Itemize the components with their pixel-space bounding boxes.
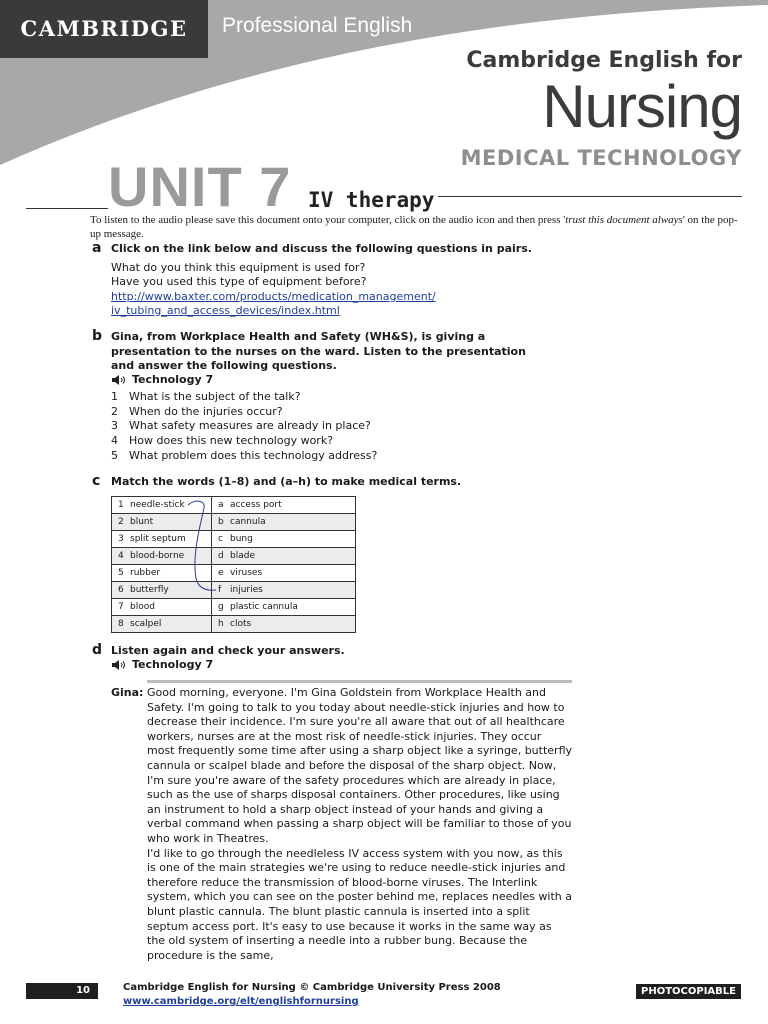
matching-table: [111, 496, 356, 633]
equipment-link-line1[interactable]: http://www.baxter.com/products/medication_management/: [111, 290, 436, 303]
question-item: 5 What problem does this technology address?: [111, 449, 378, 462]
transcript-paragraph: Good morning, everyone. I'm Gina Goldstein from Workplace Health and Safety. I'm going to talk to you today about needle-stick injuries and how to decrease their incidence. I'm sure you're all aware that out of all healthcare workers, nurses are at the most risk of needle-stick injuries. They occur most frequently some time after using a sharp object like a syringe, butterfly cannula or scalpel blade and before the disposal of the sharp object. Now, I'm sure you're aware of the safety procedures which are already in place, such as the use of sharps disposal containers. Other procedures, like using an instrument to hold a sharp object instead of your hands and giving a verbal command when passing a sharp object will be familiar to those of you who work in Theatres.: [147, 686, 573, 845]
publisher-logo: CAMBRIDGE: [0, 0, 208, 58]
equipment-link-line2[interactable]: iv_tubing_and_access_devices/index.html: [111, 304, 340, 317]
transcript-speaker: Gina:: [111, 686, 144, 699]
speaker-icon[interactable]: [111, 374, 129, 386]
section-a-instruction: Click on the link below and discuss the following questions in pairs.: [111, 242, 532, 255]
section-b-instruction: Gina, from Workplace Health and Safety (WH&S), is giving a presentation to the nurses on the ward. Listen to the presentation and answer the following questions.: [111, 330, 526, 372]
audio-link-d[interactable]: [111, 658, 213, 671]
table-row: 4 blood-borne d blade: [112, 548, 356, 565]
section-a-letter: a: [92, 240, 102, 256]
audio-track-label: Technology 7: [132, 658, 214, 671]
section-c-instruction: Match the words (1–8) and (a–h) to make medical terms.: [111, 475, 462, 488]
section-b-letter: b: [92, 328, 103, 344]
section-c-letter: c: [92, 473, 101, 489]
table-row: 1 needle-stick a access port: [112, 497, 356, 514]
unit-number: UNIT 7: [108, 155, 292, 218]
question-item: 2 When do the injuries occur?: [111, 405, 283, 418]
question-item: 4 How does this new technology work?: [111, 434, 334, 447]
transcript-rule: [147, 680, 572, 683]
level-label: MEDICAL TECHNOLOGY: [460, 146, 742, 170]
question-item: 3 What safety measures are already in place?: [111, 419, 371, 432]
page-number: 10: [26, 983, 98, 999]
audio-link-b[interactable]: [111, 373, 213, 386]
photocopiable-badge: PHOTOCOPIABLE: [636, 984, 741, 999]
audio-instructions: To listen to the audio please save this document onto your computer, click on the audio icon and then press 'trust this document always' on the pop-up message.: [90, 214, 738, 240]
unit-rule-right: [438, 196, 742, 197]
speaker-icon[interactable]: [111, 659, 129, 671]
transcript-paragraph: I'd like to go through the needleless IV access system with you now, as this is one of the main strategies we're using to reduce needle-stick injuries and therefore reduce the transmission of blood-borne viruses. The Interlink system, which you can see on the poster behind me, replaces needles with a blunt plastic cannula. The blunt plastic cannula is inserted into a split septum access port. It's easy to use because it works in the same way as the old system of inserting a needle into a rubber bung. Because the procedure is the same,: [147, 846, 573, 962]
copyright-notice: Cambridge English for Nursing © Cambridge University Press 2008 www.cambridge.org/elt/englishfornursing: [123, 982, 501, 1007]
example-match-line: [180, 496, 220, 596]
section-a-question-1: What do you think this equipment is used for?: [111, 261, 366, 274]
table-row: 7 blood g plastic cannula: [112, 599, 356, 616]
series-name: Professional English: [222, 14, 413, 37]
section-d-letter: d: [92, 642, 103, 658]
unit-rule-left: [26, 208, 108, 209]
table-row: 8 scalpel h clots: [112, 616, 356, 633]
table-row: 6 butterfly f injuries: [112, 582, 356, 599]
book-title-line1: Cambridge English for: [466, 48, 742, 73]
table-row: 2 blunt b cannula: [112, 514, 356, 531]
unit-title: IV therapy: [308, 188, 435, 212]
section-d-instruction: Listen again and check your answers.: [111, 644, 345, 657]
question-item: 1 What is the subject of the talk?: [111, 390, 301, 403]
audio-track-label: Technology 7: [132, 373, 214, 386]
transcript-text: [147, 686, 572, 963]
website-link[interactable]: www.cambridge.org/elt/englishfornursing: [123, 996, 359, 1007]
table-row: 5 rubber e viruses: [112, 565, 356, 582]
book-title-line2: Nursing: [542, 73, 742, 140]
section-a-question-2: Have you used this type of equipment before?: [111, 275, 367, 288]
table-row: 3 split septum c bung: [112, 531, 356, 548]
